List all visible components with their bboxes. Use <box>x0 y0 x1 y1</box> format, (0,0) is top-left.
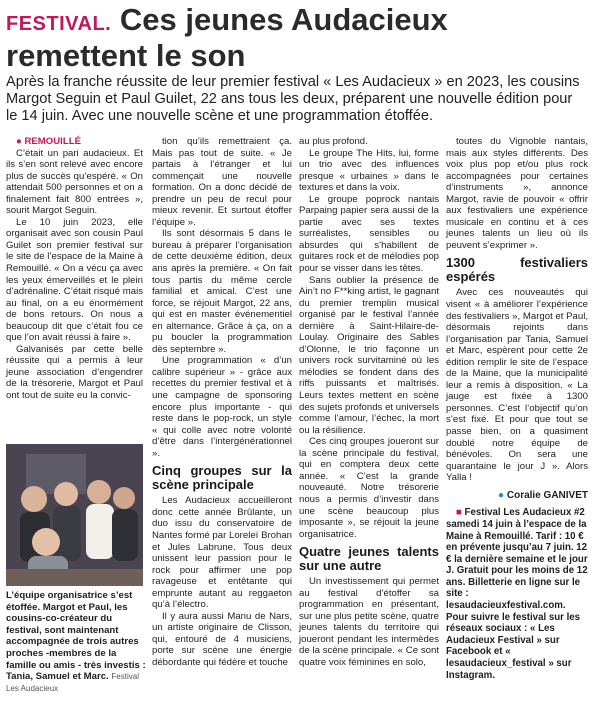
body-paragraph: Ils sont désormais 5 dans le bureau à préparer l’organisation de cette deuxième édition, deux ans après la première. « On fait tous partis du même cercle familial et amical. C’est une force, se réjouit Margot, 22 ans, qui est en master événementiel en alternance. Grâce à ça, on a pu boucler la programmation dès septembre ». <box>152 228 292 355</box>
dateline-location: REMOUILLÉ <box>24 136 81 147</box>
column-2 <box>152 136 292 669</box>
body-paragraph: au plus profond. <box>299 136 368 147</box>
subheading: Quatre jeunes talents sur une autre <box>299 544 439 574</box>
article-header <box>6 4 590 72</box>
body-paragraph: Galvanisés par cette belle réussite qui a permis à leur jeune association d’engendrer de la trésorerie, Margot et Paul ont tout de suite eu la convic- <box>6 343 143 402</box>
section-kicker: FESTIVAL. <box>6 13 112 35</box>
headline <box>6 4 590 72</box>
subheading: 1300 festivaliers espérés <box>446 255 588 285</box>
caption-text: L’équipe organisatrice s’est étoffée. Margot et Paul, les cousins-co-créateur du festival, sont maintenant accompagnée de trois autres proches -membres de la famille ou amis - très investis : Tania, Samuel et Marc. <box>6 590 146 683</box>
column-3 <box>299 136 439 669</box>
photo-credit: Festival Les Audacieux <box>6 672 139 693</box>
body-paragraph: C’était un pari audacieux. Et ils s’en sont relevé avec encore plus de succès qu’espéré. « On attendait 500 personnes et on a finalement fait 800 entrées », sourit Margot Seguin. <box>6 147 143 217</box>
body-paragraph: Un investissement qui permet au festival d’étoffer sa programmation en présentant, sur une plus petite scène, quatre jeunes talents du territoire qui joueront pendant les intermèdes de la scène principale. « Ce sont quatre voix féminines en solo, <box>299 576 439 668</box>
photo-caption <box>6 590 146 694</box>
body-paragraph: Le 10 juin 2023, elle organisait avec son cousin Paul Guilet son premier festival sur le site de l’espace de la Maine à Remouillé. « On a vécu ça avec les yeux émerveillés et le plein d’adrénaline. C’était risqué mais au final, on a eu énormément de bons retours. On nous a beaucoup dit que c’était fou ce que l’on avait réussi à faire ». <box>6 216 143 344</box>
body-paragraph: Le groupe The Hits, lui, forme un trio avec des influences presque « urbaines » dans le textures et dans la voix. <box>299 147 439 194</box>
body-paragraph: Il y aura aussi Manu de Nars, un artiste originaire de Clisson, qui, entouré de 4 musiciens, porte sur scène une énergie débordante qui fédère et touche <box>152 610 292 668</box>
team-photo <box>6 444 143 586</box>
body-paragraph: tion qu’ils remettraient ça. Mais pas tout de suite. « Je partais à l’étranger et lui commençait une nouvelle formation. On a donc décidé de prendre un peu de recul pour mieux revenir. Et surtout étoffer l’équipe ». <box>152 136 292 228</box>
column-1 <box>6 136 143 402</box>
lead-paragraph: Après la franche réussite de leur premier festival « Les Audacieux » en 2023, les cousins Margot Seguin et Paul Guilet, 22 ans tous les deux, préparent une nouvelle édition pour le 14 juin. Avec une nouvelle scène et une programmation étoffée. <box>6 74 580 124</box>
body-paragraph: Le groupe poprock nantais Parpaing papier sera aussi de la partie avec ses textes surréalistes, sensibles ou absurdes qui s’habillent de guitares rock et de mélodies pop pour se visser dans les têtes. <box>299 193 439 275</box>
author-name: Coralie GANIVET <box>506 489 588 501</box>
body-paragraph: toutes du Vignoble nantais, mais aux styles différents. Des voix plus pop et/ou plus rock accompagnées pour certaines d’instruments », annonce Margot, ravie de pouvoir « offrir aux festivaliers une expérience musicale en continu et à ces jeunes talents un lieu où ils peuvent s’exprimer ». <box>446 136 588 251</box>
team-photo-illustration <box>6 444 143 586</box>
column-4 <box>446 136 588 681</box>
square-bullet-icon: ■ <box>456 507 465 519</box>
author-signature <box>446 490 588 502</box>
headline-line-2: remettent le son <box>6 38 246 73</box>
headline-line-1: Ces jeunes Audacieux <box>119 2 448 37</box>
subheading: Cinq groupes sur la scène principale <box>152 463 292 493</box>
body-paragraph: Une programmation « d’un calibre supérieur » - grâce aux recettes du premier festival et à une campagne de sponsoring encore plus importante - qui reste dans le pop-rock, un style « qui colle avec notre volonté d’être dans l’intergénérationnel ». <box>152 355 292 459</box>
body-paragraph: Sans oublier la présence de Ain’t no F**king artist, le gagnant du premier tremplin musical organisé par le festival l’année dernière à Saint-Hilaire-de-Loulay. Originaire des Sables d’Olonne, le trio façonne un univers rock survitaminé où les mélodies se fondent dans des riffs puissants et maîtrisés. Leurs textes mettent en scène des sujets profonds et universels comme l’amour, l’échec, la mort ou la résilience. <box>299 274 439 436</box>
practical-info-text: Festival Les Audacieux #2 samedi 14 juin à l’espace de la Maine à Remouillé. Tarif : 10 € en prévente jusqu’au 7 juin. 12 € la dernière semaine et le jour J. Gratuit pour les moins de 12 ans. Billetterie en ligne sur le site : lesaudacieuxfestival.com. Pour suivre le festival sur les réseaux sociaux : « Les Audacieux Festival » sur Facebook et « lesaudacieux_festival » sur Instagram. <box>446 507 588 681</box>
body-paragraph: Les Audacieux accueilleront donc cette année Brûlante, un duo issu du conservatoire de Nantes formé par Loreleï Brohan et Jules Labrune. Tous deux unissent leur passion pour le rock pour affirmer une pop ravageuse et entêtante qui emprunte autant au reggaeton qu’à l’électro. <box>152 495 292 611</box>
body-paragraph: Avec ces nouveautés qui visent « à améliorer l’expérience des festivaliers », Margot et Paul, désormais rejoints dans l’organisation par Tania, Samuel et Marc, espèrent pour cette 2e édition remplir le site de l’espace de la Maine, que la municipalité leur a remis à disposition. « La jauge est fixée à 1300 personnes. C’est l’objectif qu’on s’est fixé. Et pour que tout se passe bien, on a quasiment doublé notre équipe de bénévoles. On sera une quarantaine le jour J ». Alors Yalla ! <box>446 287 588 484</box>
location-marker-icon: ● <box>16 136 22 147</box>
body-paragraph: Ces cinq groupes joueront sur la scène principale du festival, qui en comptera deux cette année. « C’est la grande nouveauté. Notre trésorerie nous a permis d’investir dans une scène beaucoup plus imposante », se réjouit la jeune organisatrice. <box>299 436 439 540</box>
bullet-icon: ● <box>498 489 507 501</box>
practical-info <box>446 507 588 681</box>
